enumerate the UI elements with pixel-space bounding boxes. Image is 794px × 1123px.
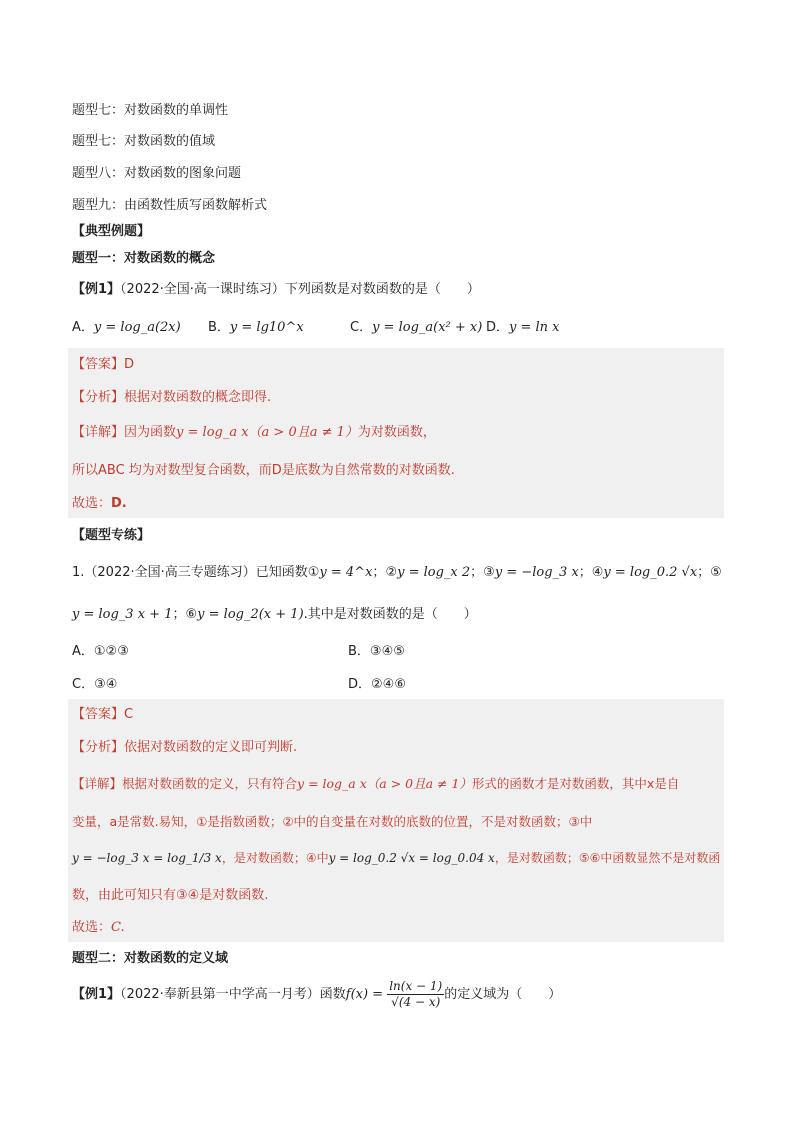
analysis-line [72,388,271,408]
example-tag: 【例1】 [72,987,121,1002]
item-marker: ⑥ [185,607,198,622]
example-tag: 【例1】 [72,282,121,297]
option-c [72,675,117,695]
option-label: D． [348,677,372,692]
analysis-tag: 【分析】 [72,390,125,405]
function-lhs: f(x) = [345,987,384,1002]
item-marker: ② [385,565,398,580]
detail-line [72,774,679,794]
choose-value: D. [111,496,127,511]
fraction-denominator: √(4 − x) [391,995,441,1009]
analysis-text: 依据对数函数的定义即可判断. [124,740,298,755]
option-b [208,318,304,338]
detail-text: ，是对数函数；④中 [221,851,329,865]
item-marker: ③ [483,565,495,580]
toc-item: 题型七：对数函数的单调性 [72,103,229,118]
choose-tag: 故选： [72,496,112,511]
section-heading: 【典型例题】 [72,224,151,239]
detail-expr: y = log_0.2 √x = log_0.04 x [328,851,495,865]
toc-item: 题型九：由函数性质写函数解析式 [72,198,268,213]
detail-tag: 【详解】 [72,425,125,440]
detail-line: 变量，a是常数.易知，①是指数函数；②中的自变量在对数的底数的位置，不是对数函数；③中 [72,814,593,829]
option-expr: y = lg10^x [229,320,304,335]
example-text: （2022·奉新县第一中学高一月考）函数 [120,987,346,1002]
choose-line [72,918,125,938]
choose-tag: 故选： [72,920,112,935]
option-d [486,318,560,338]
toc-item: 题型七：对数函数的值域 [72,134,216,149]
topic-heading: 题型二：对数函数的定义域 [72,951,229,966]
option-expr: y = log_a(2x) [93,320,181,335]
detail-tag: 【详解】 [72,776,123,791]
option-label: A． [72,644,94,659]
detail-text: ，是对数函数；⑤⑥中函数显然不是对数函 [494,851,721,865]
option-label: C． [350,320,373,335]
option-d [348,675,406,695]
answer-value: D [124,357,135,372]
fraction [387,979,444,1010]
example-text: （2022·全国·高一课时练习）下列函数是对数函数的是（ ） [120,282,480,297]
item-expr: y = −log_3 x [494,565,579,580]
detail-line: 数，由此可知只有③④是对数函数. [72,888,269,903]
analysis-text: 根据对数函数的概念即得. [124,390,272,405]
answer-tag: 【答案】 [72,707,125,722]
analysis-line [72,738,297,758]
option-text: ③④ [94,677,118,692]
option-text: ①②③ [93,644,129,659]
detail-text: 因为函数 [124,425,177,440]
detail-line [72,423,436,443]
analysis-tag: 【分析】 [72,740,125,755]
detail-text: 根据对数函数的定义，只有符合 [122,776,298,791]
option-b [348,642,405,662]
problem-line: y = log_3 x + 1；⑥y = log_2(x + 1).其中是对数函数的是（ ） [72,607,477,622]
option-label: A． [72,320,94,335]
option-c [350,318,482,338]
topic-heading: 题型一：对数函数的概念 [72,251,216,266]
option-text: ②④⑥ [371,677,406,692]
choose-line [72,494,127,514]
example-stem [72,280,480,300]
item-marker: ① [307,565,320,580]
item-expr: y = log_0.2 √x [603,565,698,580]
example-stem [72,978,561,1012]
detail-expr: y = log_a x（a > 0且a ≠ 1） [297,776,472,791]
item-marker: ④ [591,565,604,580]
detail-text: 为对数函数， [357,425,436,440]
item-expr: y = 4^x [319,565,373,580]
example-text: 的定义域为（ ） [444,987,562,1002]
detail-text: 形式的函数才是对数函数，其中x是自 [471,776,680,791]
option-label: D． [486,320,510,335]
problem-text: .其中是对数函数的是（ ） [303,607,477,622]
section-heading: 【题型专练】 [72,528,151,543]
item-marker: ⑤ [710,565,722,580]
detail-line: 所以ABC 均为对数型复合函数，而D是底数为自然常数的对数函数. [72,463,455,478]
answer-line [72,355,134,375]
item-expr: y = log_x 2 [397,565,471,580]
option-label: C． [72,677,95,692]
answer-value: C [124,707,134,722]
answer-tag: 【答案】 [72,357,125,372]
answer-line [72,705,133,725]
toc-item: 题型八：对数函数的图象问题 [72,166,242,181]
problem-text: 1.（2022·全国·高三专题练习）已知函数 [72,565,308,580]
option-label: B． [348,644,370,659]
option-expr: y = ln x [509,320,560,335]
problem-line: 1.（2022·全国·高三专题练习）已知函数①y = 4^x；②y = log_x 2；③y = −log_3 x；④y = log_0.2 √x；⑤ [72,565,722,580]
detail-expr: y = −log_3 x = log_1/3 x [72,851,222,865]
item-expr: y = log_3 x + 1 [72,607,173,622]
item-expr: y = log_2(x + 1) [197,607,304,622]
detail-line [72,848,720,868]
option-label: B． [208,320,230,335]
option-a [72,642,129,662]
option-expr: y = log_a(x² + x) [372,320,483,335]
choose-value: C. [111,920,125,935]
option-text: ③④⑤ [369,644,405,659]
option-a [72,318,181,338]
fraction-numerator: ln(x − 1) [389,979,443,993]
detail-expr: y = log_a x（a > 0且a ≠ 1） [176,425,358,440]
